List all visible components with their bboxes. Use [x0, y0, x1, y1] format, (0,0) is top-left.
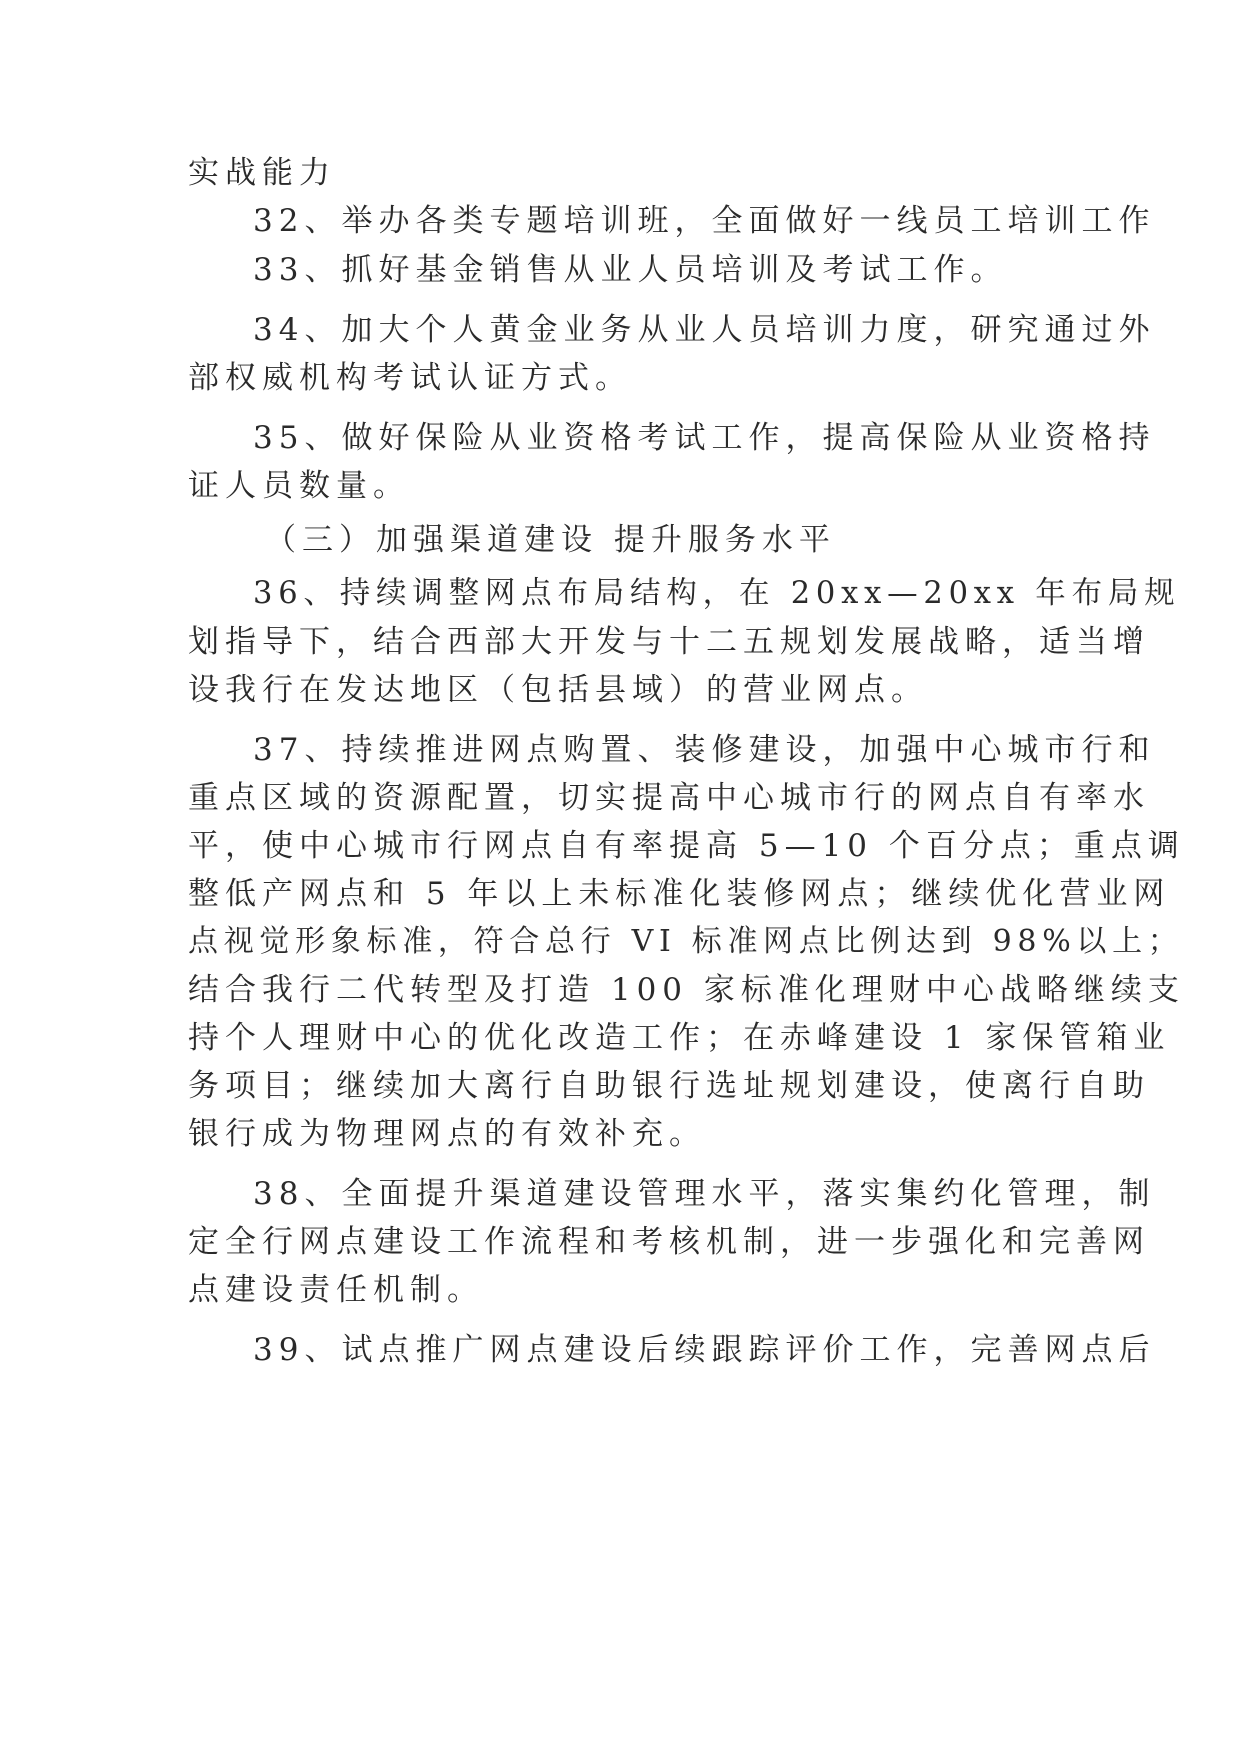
- paragraph-line: 结合我行二代转型及打造 100 家标准化理财中心战略继续支: [188, 972, 1185, 1008]
- paragraph-line: 32、举办各类专题培训班，全面做好一线员工培训工作: [253, 203, 1156, 239]
- paragraph-line: 实战能力: [188, 155, 336, 191]
- paragraph-line: 点建设责任机制。: [188, 1272, 484, 1308]
- paragraph-line: 银行成为物理网点的有效补充。: [188, 1116, 706, 1152]
- paragraph-line: 35、做好保险从业资格考试工作，提高保险从业资格持: [253, 420, 1156, 456]
- paragraph-line: 39、试点推广网点建设后续跟踪评价工作，完善网点后: [253, 1332, 1156, 1368]
- paragraph-line: 持个人理财中心的优化改造工作；在赤峰建设 1 家保管箱业: [188, 1020, 1171, 1056]
- paragraph-line: 重点区域的资源配置，切实提高中心城市行的网点自有率水: [188, 780, 1150, 816]
- section-heading: （三）加强渠道建设 提升服务水平: [265, 522, 836, 558]
- paragraph-line: 定全行网点建设工作流程和考核机制，进一步强化和完善网: [188, 1224, 1150, 1260]
- paragraph-line: 38、全面提升渠道建设管理水平，落实集约化管理，制: [253, 1176, 1156, 1212]
- paragraph-line: 37、持续推进网点购置、装修建设，加强中心城市行和: [253, 732, 1156, 768]
- paragraph-line: 点视觉形象标准，符合总行 VI 标准网点比例达到 98%以上；: [188, 924, 1184, 959]
- paragraph-line: 划指导下，结合西部大开发与十二五规划发展战略，适当增: [188, 624, 1150, 660]
- paragraph-line: 设我行在发达地区（包括县域）的营业网点。: [188, 672, 928, 708]
- paragraph-line: 部权威机构考试认证方式。: [188, 360, 632, 396]
- paragraph-line: 平，使中心城市行网点自有率提高 5—10 个百分点；重点调: [188, 828, 1185, 864]
- paragraph-line: 证人员数量。: [188, 468, 410, 504]
- paragraph-line: 34、加大个人黄金业务从业人员培训力度，研究通过外: [253, 312, 1156, 348]
- paragraph-line: 36、持续调整网点布局结构，在 20xx—20xx 年布局规: [253, 576, 1181, 611]
- paragraph-line: 整低产网点和 5 年以上未标准化装修网点；继续优化营业网: [188, 876, 1171, 912]
- paragraph-line: 务项目；继续加大离行自助银行选址规划建设，使离行自助: [188, 1068, 1150, 1104]
- paragraph-line: 33、抓好基金销售从业人员培训及考试工作。: [253, 252, 1008, 288]
